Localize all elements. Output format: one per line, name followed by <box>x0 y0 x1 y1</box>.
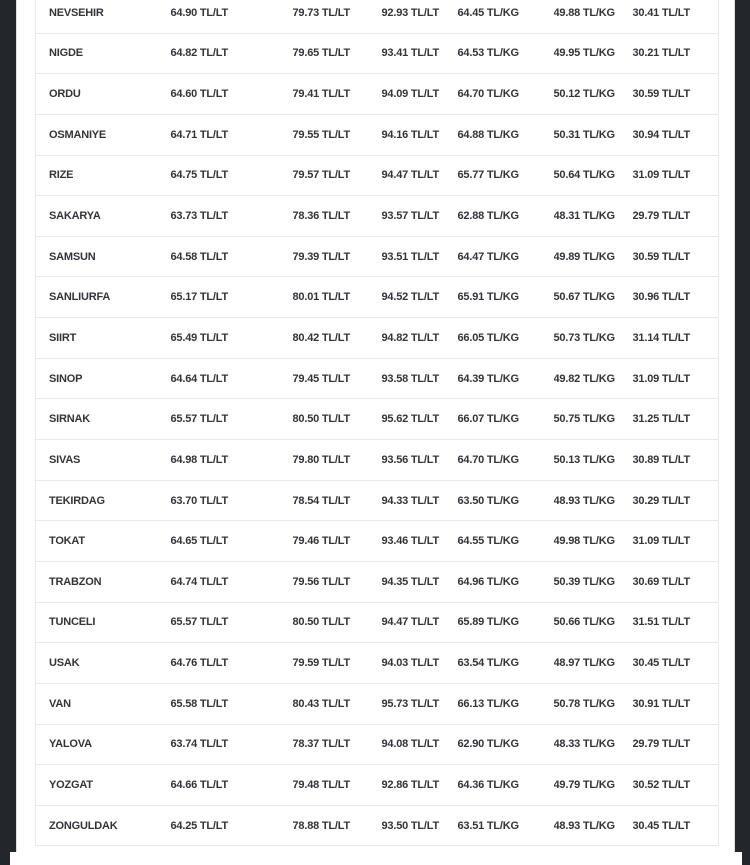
price-cell: 63.54 TL/KG <box>457 657 519 670</box>
city-cell: USAK <box>49 657 80 670</box>
price-cell: 92.86 TL/LT <box>381 778 439 791</box>
price-cell: 48.97 TL/KG <box>553 657 615 670</box>
price-cell: 29.79 TL/LT <box>632 210 690 223</box>
content-panel <box>16 0 735 852</box>
price-cell: 50.67 TL/KG <box>553 291 615 304</box>
price-cell: 65.57 TL/LT <box>170 616 228 629</box>
price-cell: 30.59 TL/LT <box>632 250 690 263</box>
price-cell: 79.59 TL/LT <box>292 657 350 670</box>
price-cell: 64.53 TL/KG <box>457 47 519 60</box>
price-cell: 64.55 TL/KG <box>457 535 519 548</box>
price-cell: 31.25 TL/LT <box>632 413 690 426</box>
city-cell: NIGDE <box>49 47 83 60</box>
price-cell: 64.64 TL/LT <box>170 372 228 385</box>
price-cell: 50.13 TL/KG <box>553 453 615 466</box>
price-cell: 66.05 TL/KG <box>457 331 519 344</box>
price-cell: 64.25 TL/LT <box>170 819 228 832</box>
price-cell: 30.29 TL/LT <box>632 494 690 507</box>
price-cell: 79.73 TL/LT <box>292 6 350 19</box>
table-row <box>36 399 719 440</box>
city-cell: TUNCELI <box>49 616 96 629</box>
city-cell: TOKAT <box>49 535 85 548</box>
price-cell: 92.93 TL/LT <box>381 6 439 19</box>
price-cell: 79.45 TL/LT <box>292 372 350 385</box>
city-cell: SIVAS <box>49 453 81 466</box>
price-cell: 49.88 TL/KG <box>553 6 615 19</box>
price-cell: 94.09 TL/LT <box>381 88 439 101</box>
price-cell: 66.13 TL/KG <box>457 697 519 710</box>
price-cell: 64.96 TL/KG <box>457 575 519 588</box>
price-cell: 31.09 TL/LT <box>632 372 690 385</box>
price-cell: 93.51 TL/LT <box>381 250 439 263</box>
table-row <box>36 114 719 155</box>
city-cell: ZONGULDAK <box>49 819 118 832</box>
city-cell: SIRNAK <box>49 413 90 426</box>
price-cell: 93.41 TL/LT <box>381 47 439 60</box>
table-row <box>36 724 719 765</box>
table-row <box>36 196 719 237</box>
price-cell: 30.41 TL/LT <box>632 6 690 19</box>
table-row <box>36 277 719 318</box>
city-cell: TEKIRDAG <box>49 494 105 507</box>
price-cell: 79.41 TL/LT <box>292 88 350 101</box>
price-cell: 50.73 TL/KG <box>553 331 615 344</box>
table-row <box>36 155 719 196</box>
price-cell: 64.36 TL/KG <box>457 778 519 791</box>
price-cell: 31.14 TL/LT <box>632 331 690 344</box>
price-cell: 65.49 TL/LT <box>170 331 228 344</box>
city-cell: YOZGAT <box>49 778 93 791</box>
price-cell: 79.46 TL/LT <box>292 535 350 548</box>
price-cell: 95.73 TL/LT <box>381 697 439 710</box>
table-row <box>36 318 719 359</box>
price-cell: 93.46 TL/LT <box>381 535 439 548</box>
price-cell: 80.50 TL/LT <box>292 616 350 629</box>
city-cell: SAMSUN <box>49 250 96 263</box>
price-cell: 65.57 TL/LT <box>170 413 228 426</box>
price-cell: 50.64 TL/KG <box>553 169 615 182</box>
table-row <box>36 602 719 643</box>
price-cell: 50.78 TL/KG <box>553 697 615 710</box>
price-cell: 93.58 TL/LT <box>381 372 439 385</box>
table-row <box>36 358 719 399</box>
price-cell: 94.47 TL/LT <box>381 169 439 182</box>
city-cell: OSMANIYE <box>49 128 107 141</box>
price-table-body <box>36 0 719 846</box>
price-cell: 50.39 TL/KG <box>553 575 615 588</box>
price-cell: 79.65 TL/LT <box>292 47 350 60</box>
bottom-strip <box>10 852 742 865</box>
price-cell: 30.59 TL/LT <box>632 88 690 101</box>
price-cell: 94.03 TL/LT <box>381 657 439 670</box>
price-cell: 79.56 TL/LT <box>292 575 350 588</box>
table-row <box>36 74 719 115</box>
price-cell: 48.31 TL/KG <box>553 210 615 223</box>
price-cell: 94.33 TL/LT <box>381 494 439 507</box>
price-cell: 63.73 TL/LT <box>170 210 228 223</box>
price-cell: 64.70 TL/KG <box>457 453 519 466</box>
table-row <box>36 33 719 74</box>
price-cell: 63.74 TL/LT <box>170 738 228 751</box>
price-cell: 64.75 TL/LT <box>170 169 228 182</box>
city-cell: ORDU <box>49 88 81 101</box>
price-cell: 62.88 TL/KG <box>457 210 519 223</box>
city-cell: YALOVA <box>49 738 92 751</box>
price-cell: 79.55 TL/LT <box>292 128 350 141</box>
price-cell: 30.96 TL/LT <box>632 291 690 304</box>
price-cell: 50.12 TL/KG <box>553 88 615 101</box>
price-cell: 31.09 TL/LT <box>632 169 690 182</box>
table-row <box>36 521 719 562</box>
city-cell: SANLIURFA <box>49 291 111 304</box>
price-cell: 65.77 TL/KG <box>457 169 519 182</box>
price-cell: 64.58 TL/LT <box>170 250 228 263</box>
table-row <box>36 805 719 846</box>
price-cell: 49.95 TL/KG <box>553 47 615 60</box>
table-row <box>36 0 719 33</box>
city-cell: SINOP <box>49 372 83 385</box>
table-row <box>36 561 719 602</box>
price-cell: 94.47 TL/LT <box>381 616 439 629</box>
table-row <box>36 236 719 277</box>
city-cell: SAKARYA <box>49 210 101 223</box>
price-cell: 48.93 TL/KG <box>553 494 615 507</box>
price-cell: 78.88 TL/LT <box>292 819 350 832</box>
price-cell: 94.82 TL/LT <box>381 331 439 344</box>
price-cell: 30.21 TL/LT <box>632 47 690 60</box>
table-row <box>36 683 719 724</box>
price-cell: 93.50 TL/LT <box>381 819 439 832</box>
price-cell: 79.57 TL/LT <box>292 169 350 182</box>
price-cell: 79.48 TL/LT <box>292 778 350 791</box>
price-cell: 64.70 TL/KG <box>457 88 519 101</box>
table-row <box>36 480 719 521</box>
price-cell: 64.39 TL/KG <box>457 372 519 385</box>
price-cell: 94.16 TL/LT <box>381 128 439 141</box>
price-cell: 49.98 TL/KG <box>553 535 615 548</box>
price-cell: 79.39 TL/LT <box>292 250 350 263</box>
price-cell: 65.89 TL/KG <box>457 616 519 629</box>
price-cell: 29.79 TL/LT <box>632 738 690 751</box>
price-cell: 64.76 TL/LT <box>170 657 228 670</box>
price-cell: 30.91 TL/LT <box>632 697 690 710</box>
price-cell: 49.79 TL/KG <box>553 778 615 791</box>
price-cell: 94.08 TL/LT <box>381 738 439 751</box>
table-row <box>36 440 719 481</box>
price-cell: 31.09 TL/LT <box>632 535 690 548</box>
city-cell: SIIRT <box>49 331 77 344</box>
price-cell: 65.91 TL/KG <box>457 291 519 304</box>
city-cell: TRABZON <box>49 575 102 588</box>
city-cell: NEVSEHIR <box>49 6 104 19</box>
price-cell: 78.36 TL/LT <box>292 210 350 223</box>
price-cell: 80.43 TL/LT <box>292 697 350 710</box>
price-cell: 65.58 TL/LT <box>170 697 228 710</box>
price-cell: 94.52 TL/LT <box>381 291 439 304</box>
price-cell: 80.50 TL/LT <box>292 413 350 426</box>
price-cell: 65.17 TL/LT <box>170 291 228 304</box>
price-cell: 64.90 TL/LT <box>170 6 228 19</box>
price-cell: 64.60 TL/LT <box>170 88 228 101</box>
price-cell: 62.90 TL/KG <box>457 738 519 751</box>
price-cell: 64.45 TL/KG <box>457 6 519 19</box>
price-cell: 30.52 TL/LT <box>632 778 690 791</box>
price-cell: 79.80 TL/LT <box>292 453 350 466</box>
city-cell: RIZE <box>49 169 74 182</box>
price-cell: 48.93 TL/KG <box>553 819 615 832</box>
table-row <box>36 643 719 684</box>
price-cell: 64.66 TL/LT <box>170 778 228 791</box>
price-cell: 64.65 TL/LT <box>170 535 228 548</box>
price-cell: 63.51 TL/KG <box>457 819 519 832</box>
price-cell: 66.07 TL/KG <box>457 413 519 426</box>
price-cell: 64.88 TL/KG <box>457 128 519 141</box>
price-cell: 31.51 TL/LT <box>632 616 690 629</box>
price-cell: 63.70 TL/LT <box>170 494 228 507</box>
price-cell: 95.62 TL/LT <box>381 413 439 426</box>
price-cell: 50.66 TL/KG <box>553 616 615 629</box>
price-cell: 49.82 TL/KG <box>553 372 615 385</box>
price-cell: 64.98 TL/LT <box>170 453 228 466</box>
price-cell: 64.82 TL/LT <box>170 47 228 60</box>
price-cell: 49.89 TL/KG <box>553 250 615 263</box>
price-cell: 30.94 TL/LT <box>632 128 690 141</box>
price-cell: 50.31 TL/KG <box>553 128 615 141</box>
price-cell: 93.57 TL/LT <box>381 210 439 223</box>
price-cell: 30.89 TL/LT <box>632 453 690 466</box>
price-cell: 64.71 TL/LT <box>170 128 228 141</box>
price-cell: 50.75 TL/KG <box>553 413 615 426</box>
price-cell: 94.35 TL/LT <box>381 575 439 588</box>
table-row <box>36 765 719 806</box>
price-cell: 48.33 TL/KG <box>553 738 615 751</box>
price-cell: 30.69 TL/LT <box>632 575 690 588</box>
price-cell: 78.54 TL/LT <box>292 494 350 507</box>
price-cell: 78.37 TL/LT <box>292 738 350 751</box>
fuel-price-table <box>35 0 719 846</box>
price-cell: 30.45 TL/LT <box>632 819 690 832</box>
price-cell: 80.42 TL/LT <box>292 331 350 344</box>
price-cell: 30.45 TL/LT <box>632 657 690 670</box>
city-cell: VAN <box>49 697 71 710</box>
price-cell: 80.01 TL/LT <box>292 291 350 304</box>
price-cell: 64.47 TL/KG <box>457 250 519 263</box>
price-cell: 64.74 TL/LT <box>170 575 228 588</box>
price-cell: 63.50 TL/KG <box>457 494 519 507</box>
price-cell: 93.56 TL/LT <box>381 453 439 466</box>
